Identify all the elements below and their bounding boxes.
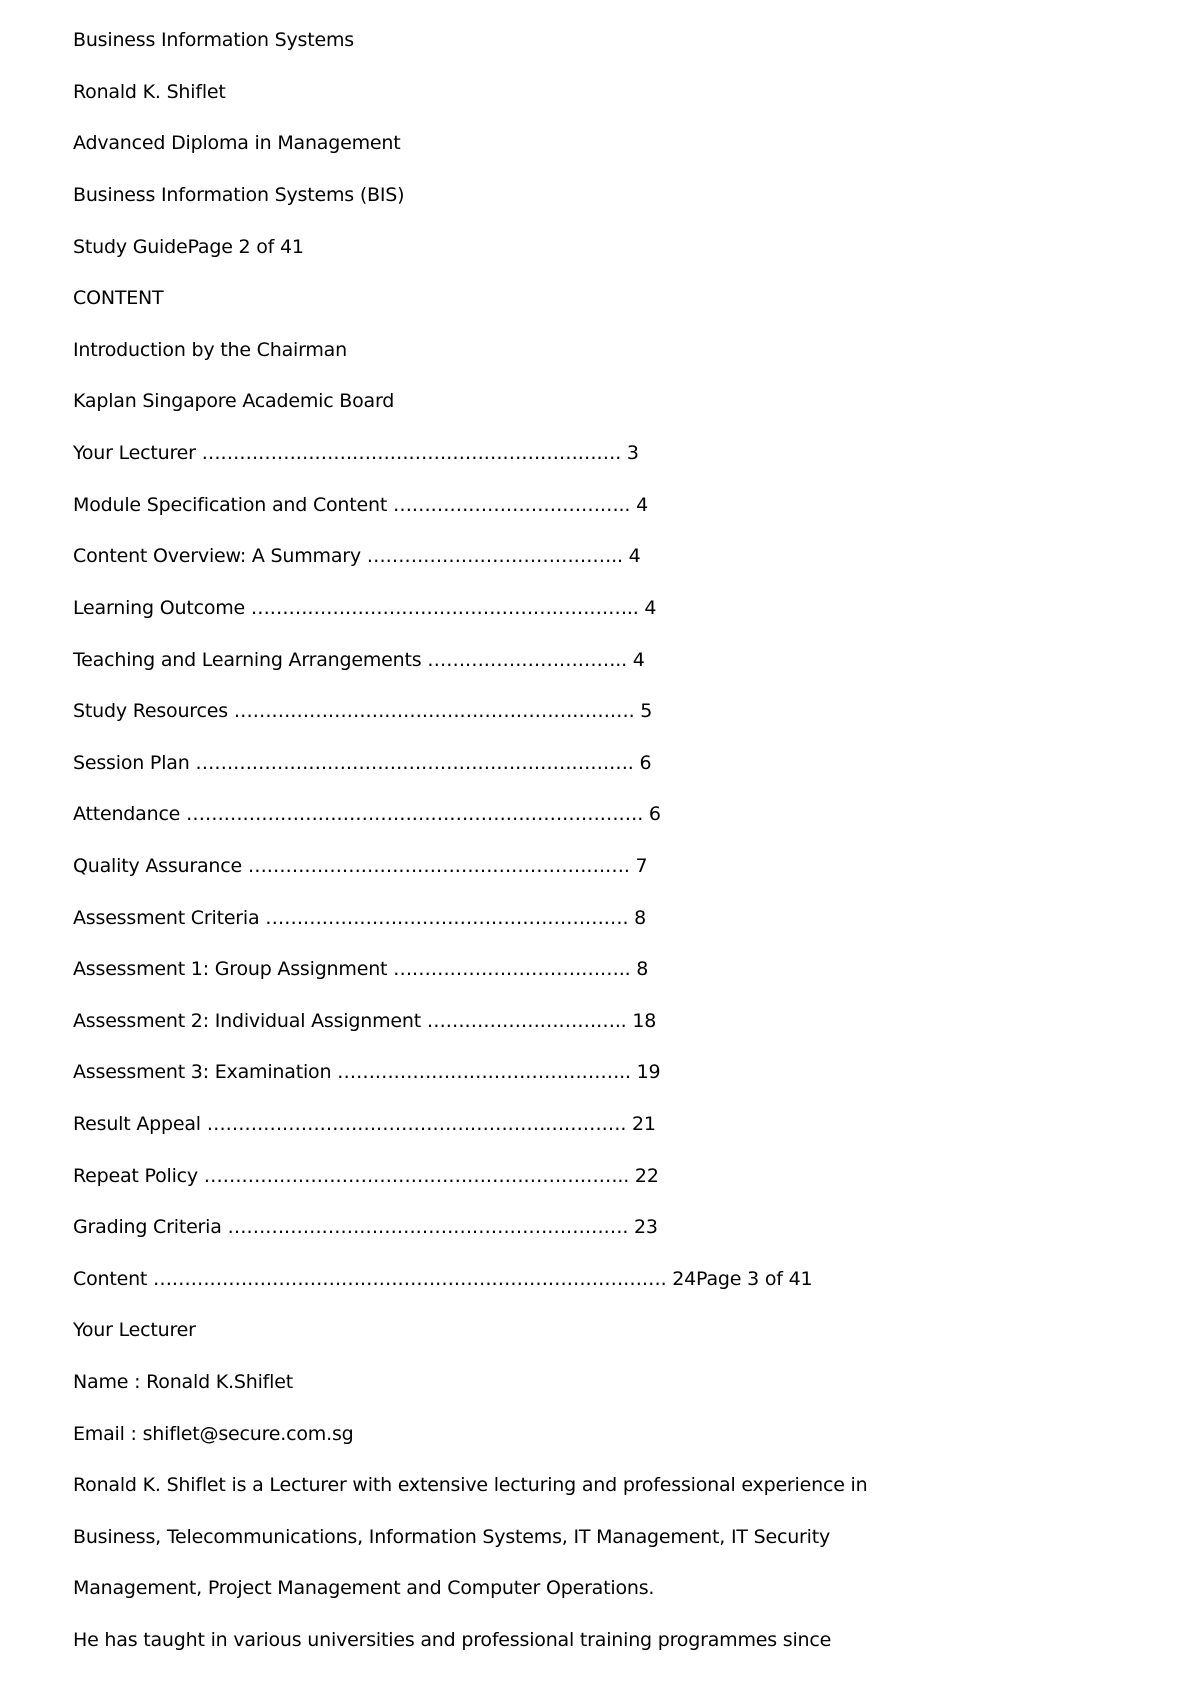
toc-entry: Assessment 2: Individual Assignment ………………………….. 18 xyxy=(73,1010,657,1032)
lecturer-name: Name : Ronald K.Shiflet xyxy=(73,1371,293,1393)
module-name: Business Information Systems (BIS) xyxy=(73,184,405,206)
toc-entry: Teaching and Learning Arrangements ………………………….. 4 xyxy=(73,649,645,671)
body-paragraph: Ronald K. Shiflet is a Lecturer with extensive lecturing and professional experience in xyxy=(73,1474,868,1496)
toc-entry: Result Appeal …………………………………………………………. 21 xyxy=(73,1113,656,1135)
toc-entry: Assessment 3: Examination ……………………………………….. 19 xyxy=(73,1061,661,1083)
toc-entry: Kaplan Singapore Academic Board xyxy=(73,390,395,412)
toc-entry: Learning Outcome …………………………………………………….. 4 xyxy=(73,597,657,619)
toc-entry: Assessment Criteria …………………………………………………. 8 xyxy=(73,907,647,929)
toc-entry: Module Specification and Content ……………………………….. 4 xyxy=(73,494,648,516)
toc-entry: Content Overview: A Summary ………………………………….. 4 xyxy=(73,545,641,567)
toc-entry: Content ………………………………………………………………………. 24Page 3 of 41 xyxy=(73,1268,813,1290)
section-heading: Your Lecturer xyxy=(73,1319,196,1341)
page-header: Study GuidePage 2 of 41 xyxy=(73,236,304,258)
toc-heading: CONTENT xyxy=(73,287,164,309)
lecturer-email: Email : shiflet@secure.com.sg xyxy=(73,1423,354,1445)
toc-entry: Quality Assurance ……………………………………………………. 7 xyxy=(73,855,648,877)
toc-entry: Session Plan ……………………………………………………………. 6 xyxy=(73,752,652,774)
toc-entry: Grading Criteria ………………………………………………………. 23 xyxy=(73,1216,658,1238)
body-paragraph: He has taught in various universities and professional training programmes since xyxy=(73,1629,832,1651)
toc-entry: Assessment 1: Group Assignment ……………………………….. 8 xyxy=(73,958,649,980)
body-paragraph: Business, Telecommunications, Information Systems, IT Management, IT Security xyxy=(73,1526,831,1548)
toc-entry: Study Resources ………………………………………………………. 5 xyxy=(73,700,653,722)
toc-entry: Your Lecturer …………………………………………………………. 3 xyxy=(73,442,639,464)
author-name: Ronald K. Shiflet xyxy=(73,81,226,103)
document-title: Business Information Systems xyxy=(73,29,354,51)
toc-entry: Attendance ………………………………………………………………. 6 xyxy=(73,803,661,825)
body-paragraph: Management, Project Management and Computer Operations. xyxy=(73,1577,655,1599)
programme-name: Advanced Diploma in Management xyxy=(73,132,401,154)
toc-entry: Introduction by the Chairman xyxy=(73,339,347,361)
toc-entry: Repeat Policy ………………………………………………………….. 22 xyxy=(73,1165,659,1187)
